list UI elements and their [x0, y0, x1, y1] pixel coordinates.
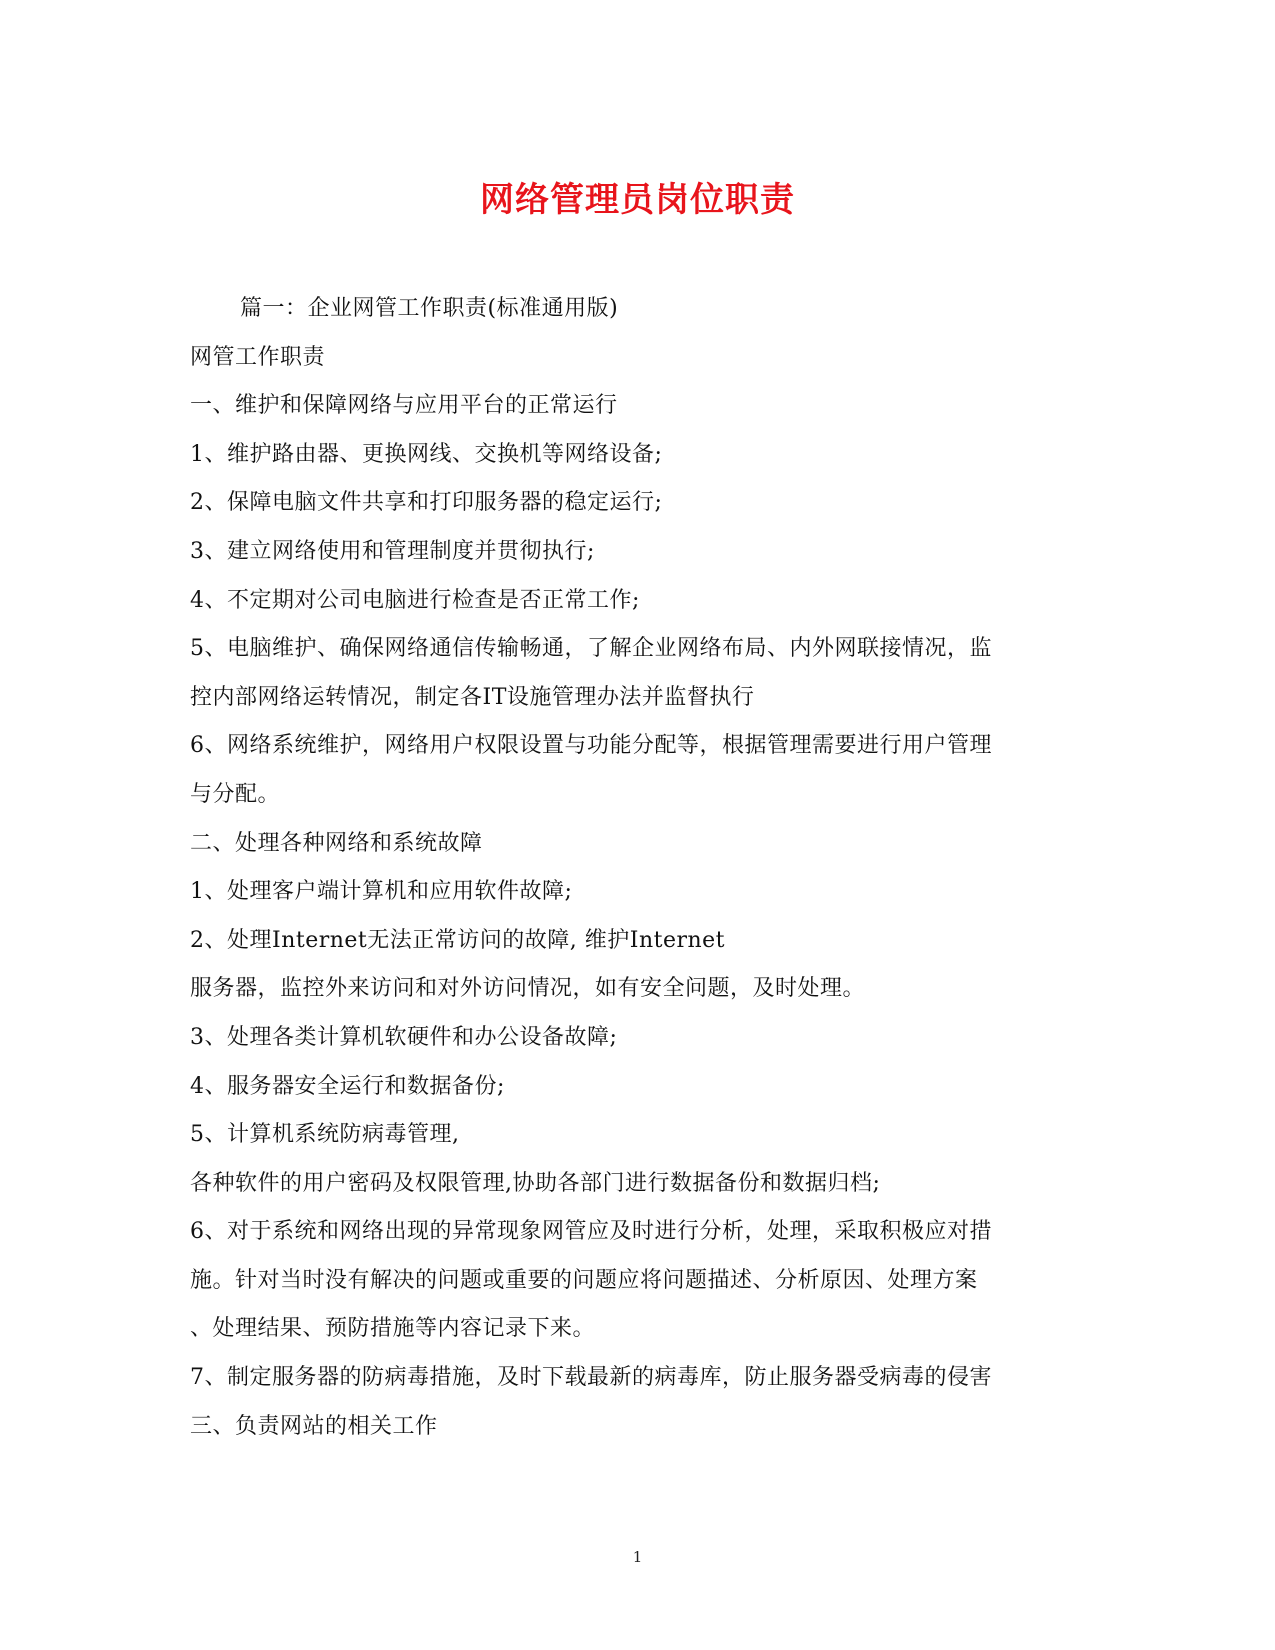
- section-heading-two: 二、处理各种网络和系统故障: [190, 830, 483, 856]
- document-title: 网络管理员岗位职责: [480, 180, 795, 220]
- list-item: 3、建立网络使用和管理制度并贯彻执行;: [190, 538, 595, 564]
- list-item: 4、不定期对公司电脑进行检查是否正常工作;: [190, 587, 640, 613]
- section-heading-one: 一、维护和保障网络与应用平台的正常运行: [190, 393, 618, 419]
- list-item: 3、处理各类计算机软硬件和办公设备故障;: [190, 1024, 618, 1050]
- list-item: 6、对于系统和网络出现的异常现象网管应及时进行分析，处理，采取积极应对措: [190, 1219, 992, 1245]
- list-item: 5、计算机系统防病毒管理,: [190, 1122, 460, 1148]
- list-item-continuation: 各种软件的用户密码及权限管理,协助各部门进行数据备份和数据归档;: [190, 1170, 881, 1196]
- list-item: 7、制定服务器的防病毒措施，及时下载最新的病毒库，防止服务器受病毒的侵害: [190, 1365, 992, 1391]
- list-item: 2、处理Internet无法正常访问的故障, 维护Internet: [190, 927, 726, 953]
- page-number: 1: [632, 1548, 643, 1566]
- list-item-continuation: 、处理结果、预防措施等内容记录下来。: [190, 1316, 596, 1342]
- list-item: 2、保障电脑文件共享和打印服务器的稳定运行;: [190, 490, 663, 516]
- section-heading-three: 三、负责网站的相关工作: [190, 1413, 438, 1439]
- list-item: 5、电脑维护、确保网络通信传输畅通，了解企业网络布局、内外网联接情况，监: [190, 636, 992, 662]
- list-item: 1、维护路由器、更换网线、交换机等网络设备;: [190, 441, 663, 467]
- list-item-continuation: 控内部网络运转情况，制定各IT设施管理办法并监督执行: [190, 684, 755, 710]
- section-heading-part-one: 篇一：企业网管工作职责(标准通用版): [240, 296, 619, 321]
- list-item-continuation: 服务器，监控外来访问和对外访问情况，如有安全问题，及时处理。: [190, 976, 866, 1002]
- list-item-continuation: 与分配。: [190, 781, 281, 807]
- list-item: 6、网络系统维护，网络用户权限设置与功能分配等，根据管理需要进行用户管理: [190, 733, 992, 759]
- list-item-continuation: 施。针对当时没有解决的问题或重要的问题应将问题描述、分析原因、处理方案: [190, 1267, 978, 1293]
- document-body: [190, 285, 1085, 1451]
- subheading-duties: 网管工作职责: [190, 344, 326, 370]
- list-item: 4、服务器安全运行和数据备份;: [190, 1073, 505, 1099]
- list-item: 1、处理客户端计算机和应用软件故障;: [190, 879, 573, 905]
